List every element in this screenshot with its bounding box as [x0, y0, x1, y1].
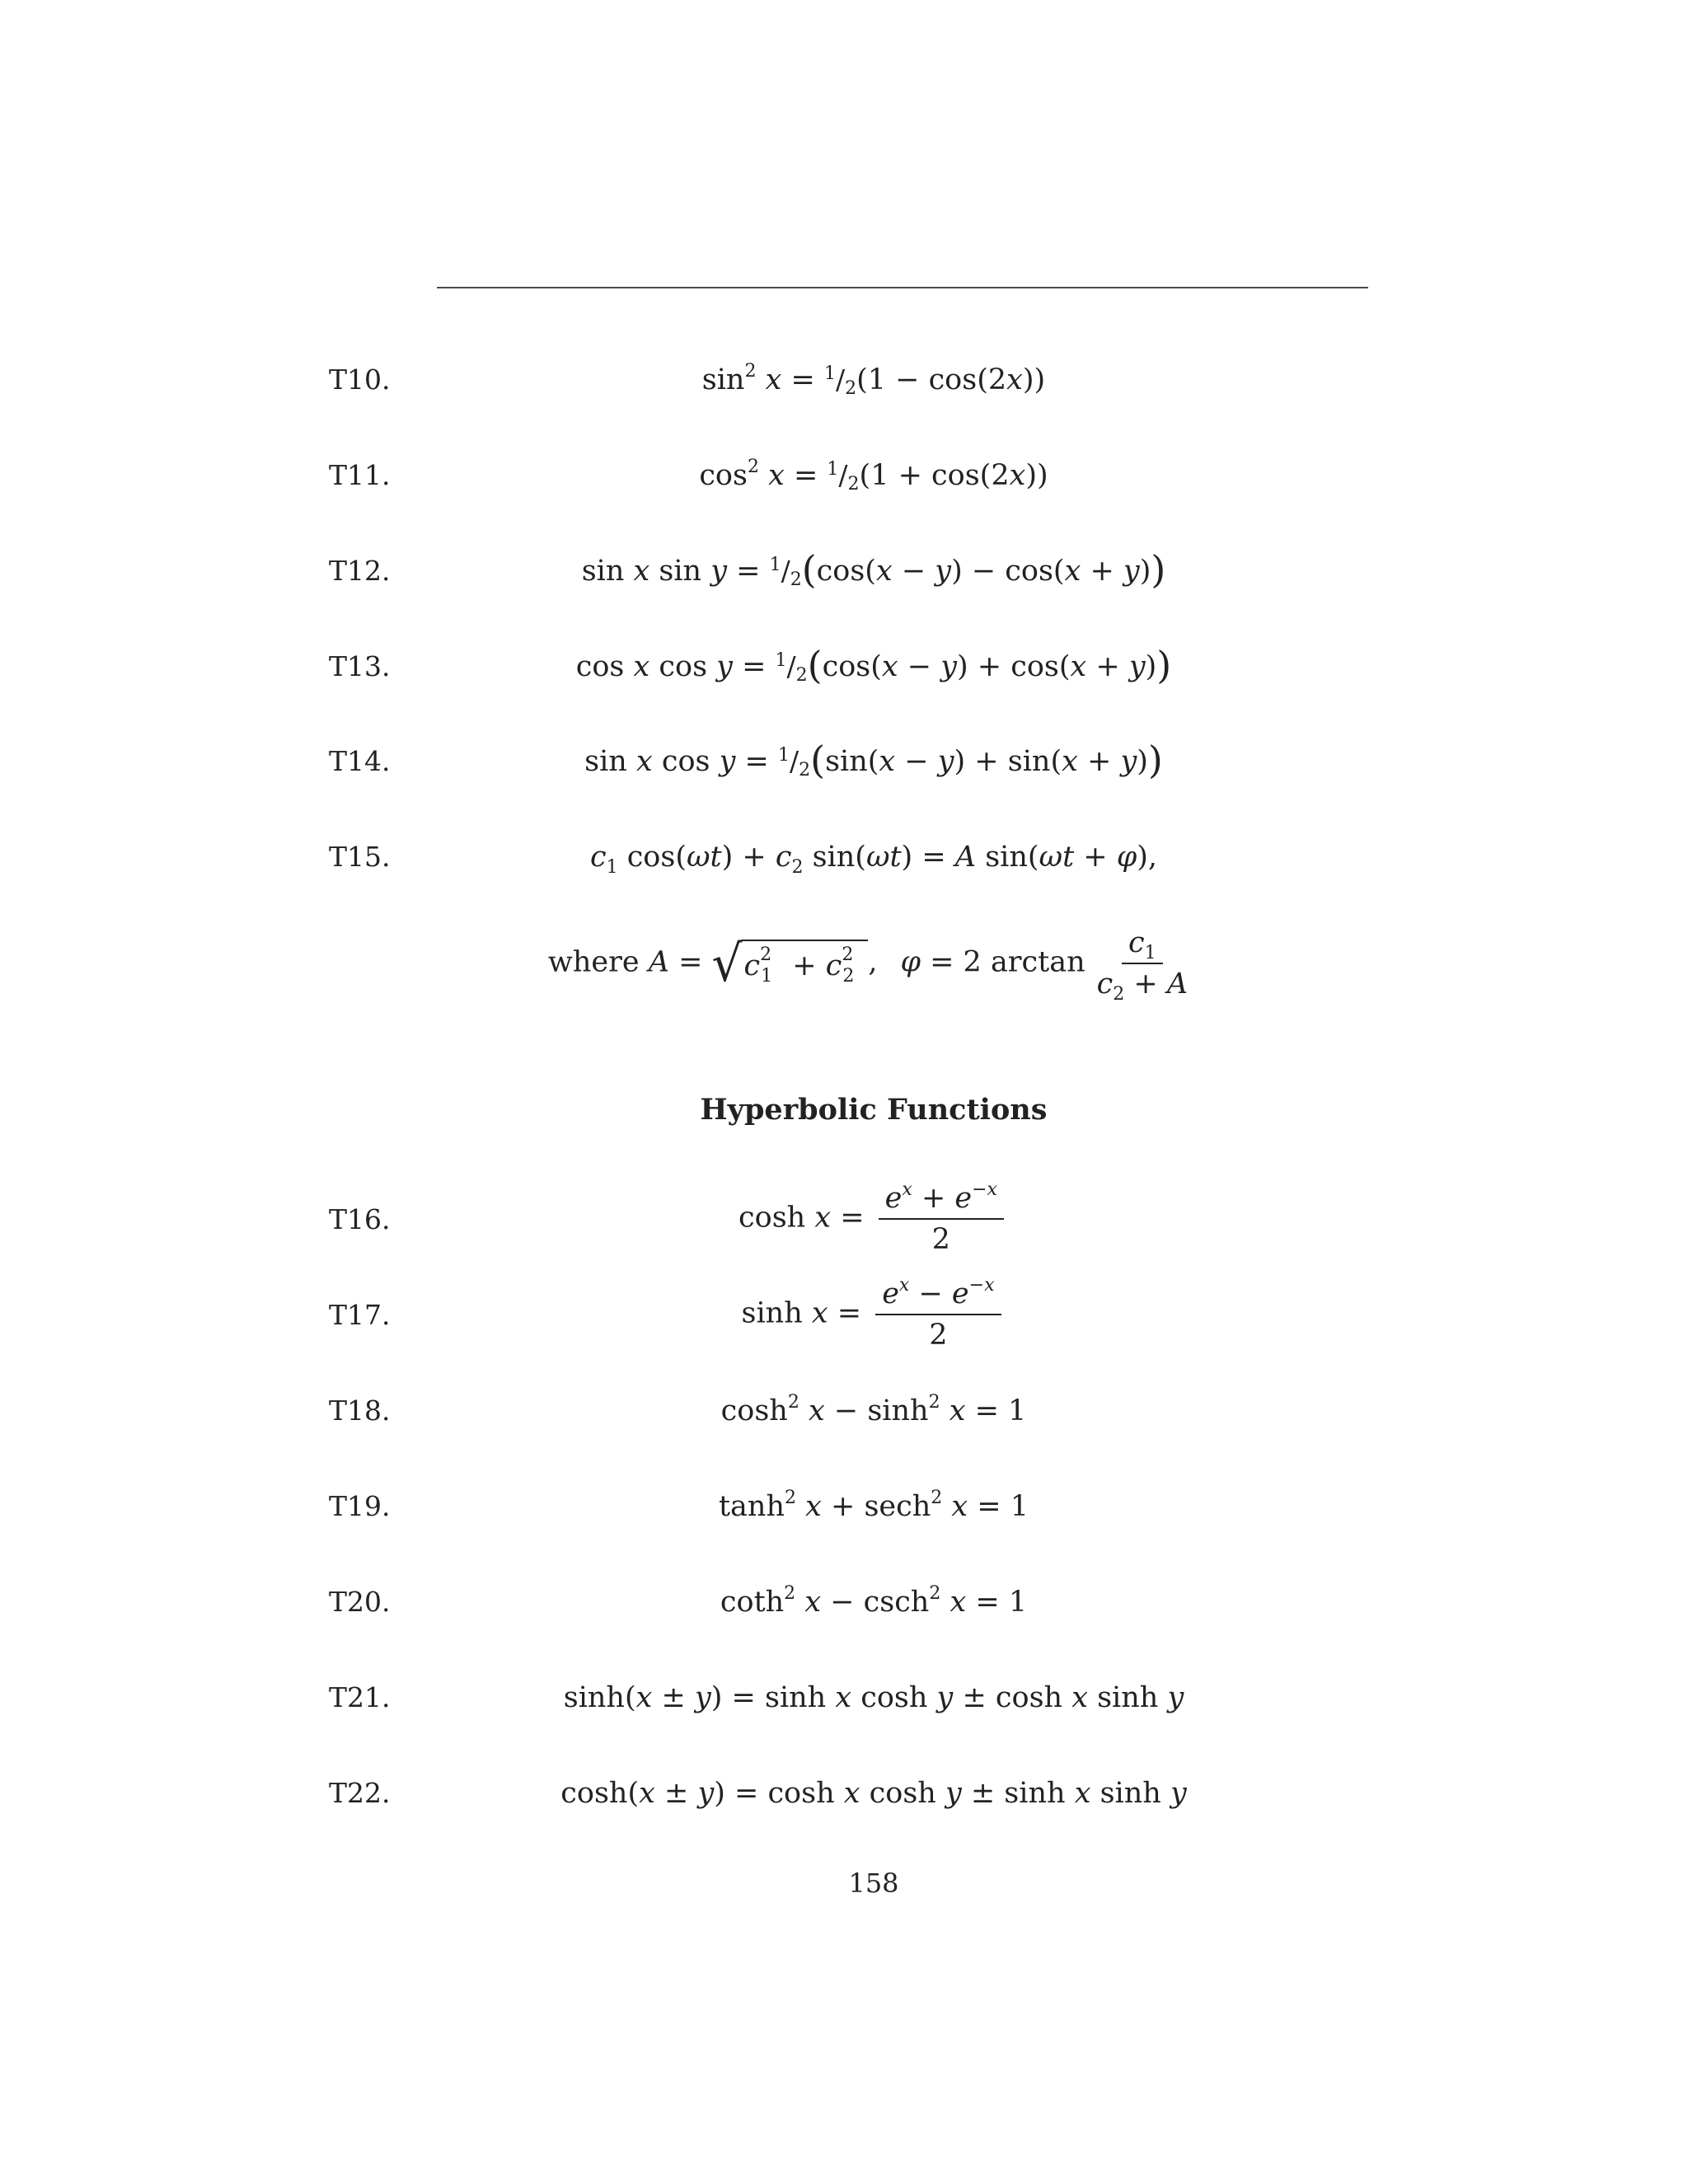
formula-t18: $\cosh^2 x - \sinh^2 x = 1$: [720, 1392, 1027, 1427]
formula-label-t13: T13.: [329, 650, 391, 682]
formula-label-t14: T14.: [329, 745, 391, 777]
formula-t11: $\cos^2 x = ^1/2(1 + \cos(2x))$: [699, 457, 1048, 494]
formula-label-t15: T15.: [329, 841, 391, 873]
square-root: √ $c_{21} + c_{22}$: [712, 940, 869, 987]
formula-t12: sin x sin y = $^1$/2(cos(x − y) − cos(x + y)): [581, 547, 1166, 592]
formula-t16: cosh x = $\frac{e^x + e^{-x}}{2}$: [354, 1179, 1393, 1259]
formula-t15: $c_1$ $\cos(\omega t) + c_2$ sin(ωt) = A sin(ωt + φ),: [589, 841, 1158, 878]
formula-label-t20: T20.: [329, 1586, 391, 1618]
formula-label-t17: T17.: [329, 1299, 391, 1331]
formula-t17: sinh x = $\frac{e^x - e^{-x}}{2}$: [354, 1274, 1393, 1355]
formula-t14: sin x cos y = $^1$/2(sin(x − y) + sin(x + y)): [584, 738, 1163, 782]
formula-t19: $\tanh^2 x + \sec h^2$ x = 1: [718, 1488, 1029, 1523]
formula-t13: cos x cos y = $^1$/2(cos(x − y) + cos(x + y)): [575, 643, 1172, 687]
formula-label-t10: T10.: [329, 363, 391, 396]
cosh-fraction: $\frac{e^x + e^{-x}}{2}$: [879, 1179, 1004, 1259]
formula-t20: coth$^2$ x − csch$^2$ x = 1: [720, 1583, 1028, 1619]
formula-label-t18: T18.: [329, 1394, 391, 1427]
formula-label-t11: T11.: [329, 459, 391, 491]
formula-label-t21: T21.: [329, 1681, 391, 1713]
formula-t15-where: where A = √ $c_{21} + c_{22}$ , φ = 2 arctan $\frac{c_1}{c_2 + A}$: [354, 923, 1393, 1004]
formula-label-t12: T12.: [329, 555, 391, 587]
formula-label-t16: T16.: [329, 1203, 391, 1235]
formula-label-t19: T19.: [329, 1490, 391, 1522]
page-number: 158: [848, 1868, 899, 1899]
formula-t21: sinh(x ± y) = sinh x cosh y ± cosh x sinh y: [563, 1681, 1184, 1714]
sinh-fraction: $\frac{e^x - e^{-x}}{2}$: [875, 1274, 1001, 1355]
formula-label-t22: T22.: [329, 1777, 391, 1809]
formula-t22: cosh(x ± y) = cosh x cosh y ± sinh x sinh y: [560, 1777, 1187, 1810]
top-rule: [437, 287, 1368, 288]
arctan-fraction: $\frac{c_1}{c_2 + A}$: [1090, 923, 1194, 1004]
section-heading: Hyperbolic Functions: [700, 1093, 1048, 1127]
formula-t10: $\sin^2 x = ^1/2(1 - \cos(2x))$: [701, 361, 1046, 399]
